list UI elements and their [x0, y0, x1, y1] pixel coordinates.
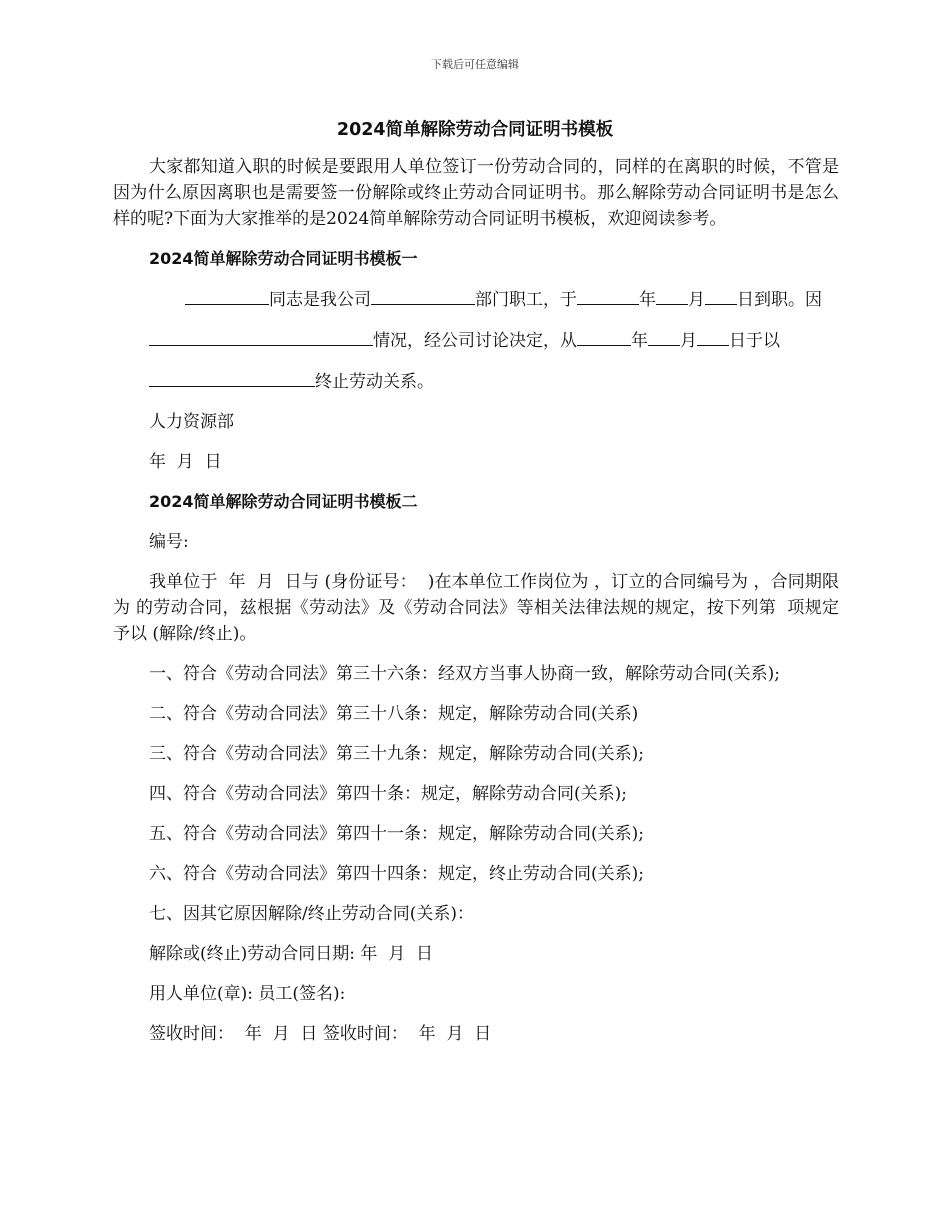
blank-month — [648, 327, 680, 346]
termination-date-line: 解除或(终止)劳动合同日期: 年 月 日 — [149, 944, 434, 964]
blank-month — [656, 286, 688, 305]
form-text: 终止劳动关系。 — [315, 372, 434, 392]
template1-date: 年 月 日 — [149, 452, 222, 472]
signature-line: 用人单位(章): 员工(签名): — [149, 984, 346, 1004]
document-title: 2024简单解除劳动合同证明书模板 — [336, 120, 614, 140]
form-text: 月 — [680, 331, 697, 351]
template1-form-line-1 — [113, 286, 839, 313]
template1-heading: 2024简单解除劳动合同证明书模板一 — [149, 249, 418, 268]
form-text: 年 — [631, 331, 648, 351]
blank-reason — [149, 327, 373, 346]
template1-dept: 人力资源部 — [149, 412, 234, 432]
form-text: 年 — [639, 290, 656, 310]
template1-form-line-2 — [113, 327, 839, 354]
intro-paragraph: 大家都知道入职的时候是要跟用人单位签订一份劳动合同的，同样的在离职的时候，不管是因为什么原因离职也是需要签一份解除或终止劳动合同证明书。那么解除劳动合同证明书是怎么样的呢?下面为大家推举的是2024简单解除劳动合同证明书模板，欢迎阅读参考。 — [113, 157, 839, 229]
receipt-time-line: 签收时间： 年 月 日 签收时间： 年 月 日 — [149, 1024, 492, 1044]
blank-basis — [149, 368, 315, 387]
blank-dept — [371, 286, 475, 305]
blank-year — [577, 286, 639, 305]
form-text: 同志是我公司 — [269, 290, 371, 310]
blank-day — [697, 327, 729, 346]
clause-4: 四、符合《劳动合同法》第四十条：规定，解除劳动合同(关系); — [149, 784, 627, 804]
header-note: 下载后可任意编辑 — [431, 58, 519, 71]
template1-form — [113, 286, 839, 395]
blank-name — [185, 286, 269, 305]
form-text: 日到职。因 — [737, 290, 822, 310]
template2-number-label: 编号: — [149, 532, 189, 552]
form-text: 日于以 — [729, 331, 780, 351]
template2-heading: 2024简单解除劳动合同证明书模板二 — [149, 492, 418, 511]
clause-5: 五、符合《劳动合同法》第四十一条：规定，解除劳动合同(关系); — [149, 824, 644, 844]
clause-1: 一、符合《劳动合同法》第三十六条：经双方当事人协商一致，解除劳动合同(关系); — [149, 664, 780, 684]
clause-6: 六、符合《劳动合同法》第四十四条：规定，终止劳动合同(关系); — [149, 864, 644, 884]
document-body — [113, 154, 839, 1061]
form-text: 情况，经公司讨论决定，从 — [373, 331, 577, 351]
blank-year — [577, 327, 631, 346]
clause-3: 三、符合《劳动合同法》第三十九条：规定，解除劳动合同(关系); — [149, 744, 644, 764]
form-text: 部门职工，于 — [475, 290, 577, 310]
clause-2: 二、符合《劳动合同法》第三十八条：规定，解除劳动合同(关系) — [149, 704, 639, 724]
template1-form-line-3 — [113, 368, 839, 395]
blank-day — [705, 286, 737, 305]
template2-body: 我单位于 年 月 日与 (身份证号： )在本单位工作岗位为 ，订立的合同编号为 ，合同期限为 的劳动合同，兹根据《劳动法》及《劳动合同法》等相关法律法规的规定，按下列第 项规定予以 (解除/终止)。 — [113, 572, 839, 644]
form-text: 月 — [688, 290, 705, 310]
clause-7: 七、因其它原因解除/终止劳动合同(关系)： — [149, 904, 474, 924]
